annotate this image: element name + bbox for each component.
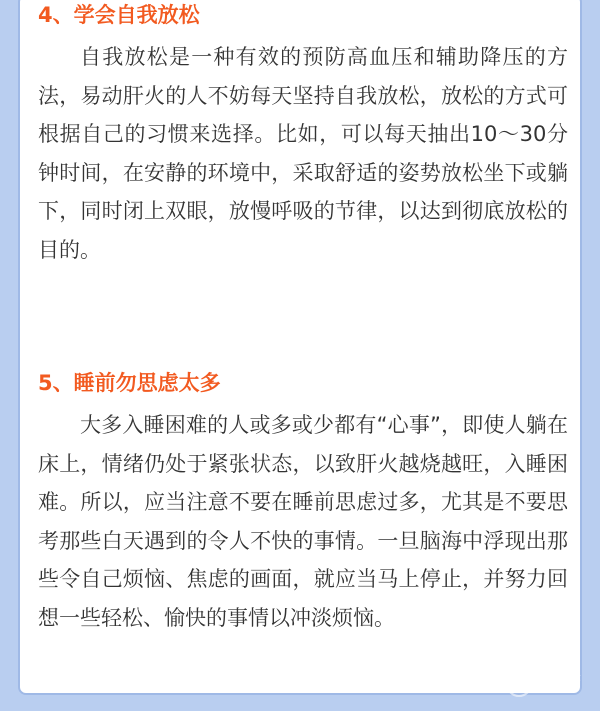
section-heading: 5、睡前勿思虑太多 (38, 371, 221, 395)
baby-logo-icon (506, 671, 532, 697)
section-paragraph: 自我放松是一种有效的预防高血压和辅助降压的方法，易动肝火的人不妨每天坚持自我放松，放松的方式可根据自己的习惯来选择。比如，可以每天抽出10～30分钟时间，在安静的环境中，采取舒适的姿势放松坐下或躺下，同时闭上双眼，放慢呼吸的节律，以达到彻底放松的目的。 (38, 45, 568, 262)
section-relaxation (38, 0, 568, 269)
section-paragraph: 大多入睡困难的人或多或少都有“心事”，即使人躺在床上，情绪仍处于紧张状态，以致肝火越烧越旺，入睡困难。所以，应当注意不要在睡前思虑过多，尤其是不要思考那些白天遇到的令人不快的事情。一旦脑海中浮现出那些令自己烦恼、焦虑的画面，就应当马上停止，并努力回想一些轻松、愉快的事情以冲淡烦恼。 (38, 413, 568, 630)
article-card (18, 0, 582, 695)
watermark-text: 好孕帮 (536, 673, 582, 691)
watermark-logo (506, 667, 586, 701)
section-sleep (38, 368, 568, 637)
section-heading: 4、学会自我放松 (38, 3, 200, 27)
